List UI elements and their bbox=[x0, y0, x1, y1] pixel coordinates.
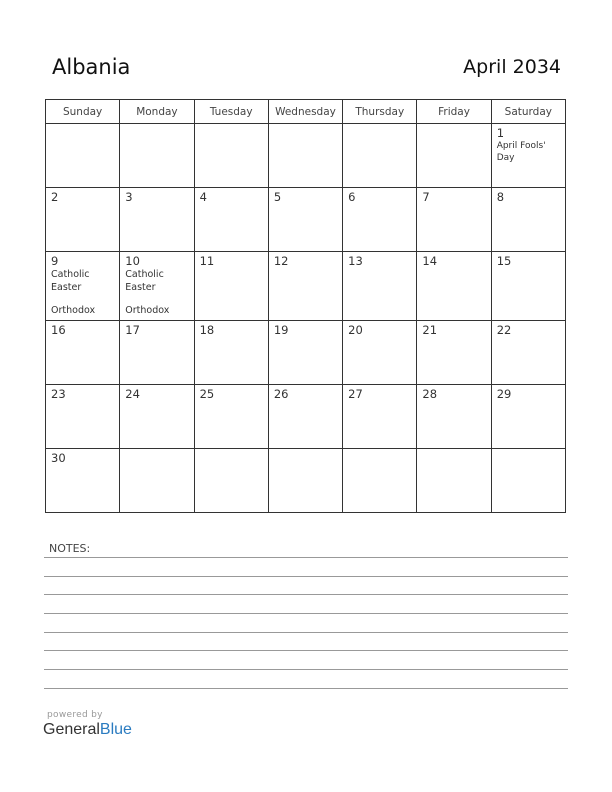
day-number: 22 bbox=[496, 323, 512, 337]
day-cell-empty bbox=[120, 449, 194, 513]
day-number: 28 bbox=[422, 387, 438, 401]
day-cell bbox=[491, 124, 565, 188]
holiday-label: Orthodox bbox=[125, 305, 170, 316]
day-cell bbox=[268, 252, 342, 321]
note-line bbox=[44, 669, 568, 670]
day-number: 2 bbox=[51, 190, 59, 204]
note-line bbox=[44, 557, 568, 558]
weekday-thursday: Thursday bbox=[343, 100, 417, 124]
weekday-saturday: Saturday bbox=[491, 100, 565, 124]
day-cell bbox=[194, 321, 268, 385]
day-cell bbox=[491, 321, 565, 385]
day-number: 4 bbox=[199, 190, 207, 204]
day-cell bbox=[491, 252, 565, 321]
note-line bbox=[44, 632, 568, 633]
day-cell bbox=[268, 321, 342, 385]
day-number: 15 bbox=[496, 254, 512, 268]
weekday-wednesday: Wednesday bbox=[268, 100, 342, 124]
week-row bbox=[46, 385, 566, 449]
weekday-tuesday: Tuesday bbox=[194, 100, 268, 124]
day-number: 5 bbox=[273, 190, 282, 204]
holiday-label: Day bbox=[496, 153, 515, 163]
day-cell-empty bbox=[120, 124, 194, 188]
day-cell bbox=[120, 385, 194, 449]
day-cell-empty bbox=[268, 449, 342, 513]
day-cell bbox=[343, 321, 417, 385]
day-number: 8 bbox=[496, 190, 505, 204]
holiday-label: Orthodox bbox=[51, 305, 96, 316]
day-number: 12 bbox=[273, 254, 289, 268]
day-number: 9 bbox=[51, 254, 59, 268]
week-row bbox=[46, 124, 566, 188]
note-line bbox=[44, 688, 568, 689]
day-cell bbox=[491, 188, 565, 252]
spacer bbox=[51, 294, 114, 304]
day-cell bbox=[417, 188, 491, 252]
day-number: 14 bbox=[422, 254, 438, 268]
day-number: 24 bbox=[125, 387, 140, 401]
day-cell bbox=[194, 188, 268, 252]
weekday-header-row bbox=[46, 100, 566, 124]
brand-general: General bbox=[43, 721, 100, 738]
day-cell bbox=[417, 321, 491, 385]
day-cell bbox=[120, 252, 194, 321]
week-row bbox=[46, 449, 566, 513]
weekday-monday: Monday bbox=[120, 100, 194, 124]
day-number: 11 bbox=[199, 254, 215, 268]
day-cell bbox=[343, 252, 417, 321]
day-cell bbox=[491, 385, 565, 449]
calendar-grid bbox=[45, 99, 566, 513]
day-cell bbox=[46, 449, 120, 513]
spacer bbox=[125, 294, 188, 304]
day-cell-empty bbox=[343, 449, 417, 513]
day-cell-empty bbox=[194, 124, 268, 188]
day-number: 3 bbox=[125, 190, 133, 204]
day-number: 20 bbox=[348, 323, 363, 337]
week-row bbox=[46, 321, 566, 385]
day-cell-empty bbox=[194, 449, 268, 513]
day-cell bbox=[46, 188, 120, 252]
day-cell-empty bbox=[46, 124, 120, 188]
day-cell bbox=[120, 188, 194, 252]
note-line bbox=[44, 594, 568, 595]
weekday-friday: Friday bbox=[417, 100, 491, 124]
note-line bbox=[44, 576, 568, 577]
day-number: 13 bbox=[348, 254, 363, 268]
holiday-label: Easter bbox=[51, 282, 82, 293]
day-number: 30 bbox=[51, 451, 66, 465]
month-title: April 2034 bbox=[463, 56, 561, 78]
day-number: 17 bbox=[125, 323, 140, 337]
holiday-label: Catholic bbox=[51, 269, 90, 280]
day-cell bbox=[46, 252, 120, 321]
day-cell-empty bbox=[343, 124, 417, 188]
day-cell bbox=[194, 385, 268, 449]
holiday-label: April Fools' bbox=[496, 141, 546, 151]
day-cell-empty bbox=[268, 124, 342, 188]
day-cell-empty bbox=[491, 449, 565, 513]
day-number: 1 bbox=[496, 126, 505, 140]
powered-by-text: powered by bbox=[47, 710, 103, 720]
day-cell-empty bbox=[417, 124, 491, 188]
week-row bbox=[46, 188, 566, 252]
weekday-sunday: Sunday bbox=[46, 100, 120, 124]
day-number: 16 bbox=[51, 323, 66, 337]
day-number: 27 bbox=[348, 387, 363, 401]
day-cell bbox=[343, 385, 417, 449]
day-cell bbox=[194, 252, 268, 321]
notes-label: NOTES: bbox=[49, 542, 91, 555]
day-number: 21 bbox=[422, 323, 438, 337]
day-cell-empty bbox=[417, 449, 491, 513]
day-cell bbox=[417, 385, 491, 449]
day-number: 23 bbox=[51, 387, 66, 401]
day-cell bbox=[120, 321, 194, 385]
brand-blue: Blue bbox=[99, 721, 132, 738]
holiday-label: Easter bbox=[125, 282, 156, 293]
note-line bbox=[44, 650, 568, 651]
brand-logo bbox=[43, 721, 132, 739]
day-number: 26 bbox=[273, 387, 289, 401]
day-cell bbox=[343, 188, 417, 252]
day-number: 7 bbox=[422, 190, 430, 204]
day-number: 25 bbox=[199, 387, 215, 401]
day-cell bbox=[46, 385, 120, 449]
note-line bbox=[44, 613, 568, 614]
day-number: 6 bbox=[348, 190, 356, 204]
day-number: 18 bbox=[199, 323, 215, 337]
day-cell bbox=[46, 321, 120, 385]
country-title: Albania bbox=[52, 55, 131, 79]
day-cell bbox=[417, 252, 491, 321]
day-number: 19 bbox=[273, 323, 289, 337]
week-row bbox=[46, 252, 566, 321]
day-cell bbox=[268, 188, 342, 252]
day-cell bbox=[268, 385, 342, 449]
holiday-label: Catholic bbox=[125, 269, 164, 280]
day-number: 10 bbox=[125, 254, 140, 268]
day-number: 29 bbox=[496, 387, 512, 401]
